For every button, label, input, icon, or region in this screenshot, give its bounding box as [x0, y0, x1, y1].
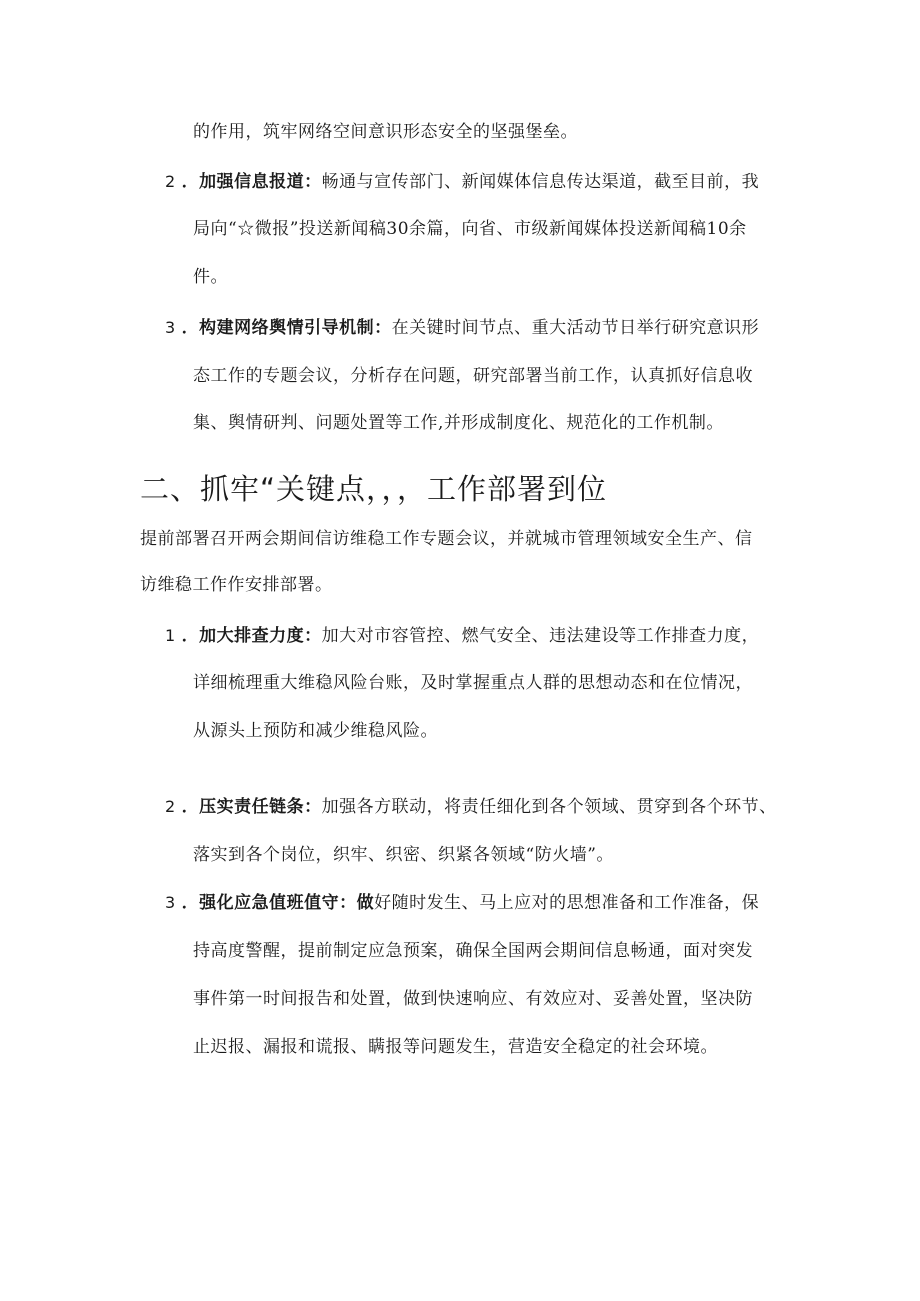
- item-number: 2: [165, 797, 176, 816]
- list-item-1-3-line: [193, 411, 724, 435]
- paragraph-continuation: [193, 120, 578, 144]
- list-item-2-3-line: [193, 987, 753, 1011]
- list-item-1-2-line: [193, 217, 747, 241]
- list-item-2-3-line: [193, 1035, 718, 1059]
- section-intro-line: [140, 527, 753, 551]
- list-item-2-3-line: [193, 939, 753, 963]
- list-item-2-3-first-line: [165, 891, 759, 915]
- item-number: 3: [165, 318, 176, 337]
- item-number: 2: [165, 172, 176, 191]
- list-item-2-1-first-line: [165, 624, 759, 648]
- item-title: ．强化应急值班值守：做: [181, 893, 375, 913]
- item-title: ．加大排查力度：: [181, 626, 322, 646]
- item-text: 在关键时间节点、重大活动节日举行研究意识形: [391, 318, 760, 338]
- item-text: 集、舆情研判、问题处置等工作,并形成制度化、规范化的工作机制。: [193, 413, 724, 433]
- item-text: 畅通与宣传部门、新闻媒体信息传达渠道，截至目前，我: [321, 172, 760, 192]
- item-text: 局向“☆微报”投送新闻稿30余篇，向省、市级新闻媒体投送新闻稿10余: [193, 219, 747, 239]
- list-item-2-1-line: [193, 719, 438, 743]
- item-number: 1: [165, 626, 176, 645]
- item-text: 事件第一时间报告和处置，做到快速响应、有效应对、妥善处置，坚决防: [193, 989, 753, 1009]
- item-text: 落实到各个岗位，织牢、织密、织紧各领域“防火墙”。: [193, 845, 614, 865]
- list-item-2-2-first-line: [165, 795, 777, 819]
- section-intro-line: [140, 573, 333, 597]
- section-heading: 二、抓牢“关键点，，，工作部署到位: [140, 472, 608, 506]
- item-text: 加大对市容管控、燃气安全、违法建设等工作排查力度，: [321, 626, 760, 646]
- text: 访维稳工作作安排部署。: [140, 575, 333, 595]
- item-text: 好随时发生、马上应对的思想准备和工作准备，保: [374, 893, 760, 913]
- item-title: ．加强信息报道：: [181, 172, 322, 192]
- list-item-2-2-line: [193, 843, 614, 867]
- item-text: 持高度警醒，提前制定应急预案，确保全国两会期间信息畅通，面对突发: [193, 941, 753, 961]
- list-item-1-3-first-line: [165, 316, 759, 340]
- list-item-2-1-line: [193, 671, 753, 695]
- item-number: 3: [165, 893, 176, 912]
- text: 提前部署召开两会期间信访维稳工作专题会议，并就城市管理领域安全生产、信: [140, 529, 753, 549]
- item-text: 件。: [193, 267, 228, 287]
- item-text: 止迟报、漏报和谎报、瞒报等问题发生，营造安全稳定的社会环境。: [193, 1037, 718, 1057]
- list-item-1-2-line: [193, 265, 228, 289]
- item-text: 详细梳理重大维稳风险台账，及时掌握重点人群的思想动态和在位情况，: [193, 673, 753, 693]
- item-title: ．构建网络舆情引导机制：: [181, 318, 392, 338]
- item-text: 从源头上预防和减少维稳风险。: [193, 721, 438, 741]
- list-item-1-3-line: [193, 364, 753, 388]
- list-item-1-2-first-line: [165, 170, 759, 194]
- item-title: ．压实责任链条：: [181, 797, 322, 817]
- text: 的作用，筑牢网络空间意识形态安全的坚强堡垒。: [193, 122, 578, 142]
- item-text: 加强各方联动，将责任细化到各个领域、贯穿到各个环节、: [321, 797, 777, 817]
- item-text: 态工作的专题会议，分析存在问题，研究部署当前工作，认真抓好信息收: [193, 366, 753, 386]
